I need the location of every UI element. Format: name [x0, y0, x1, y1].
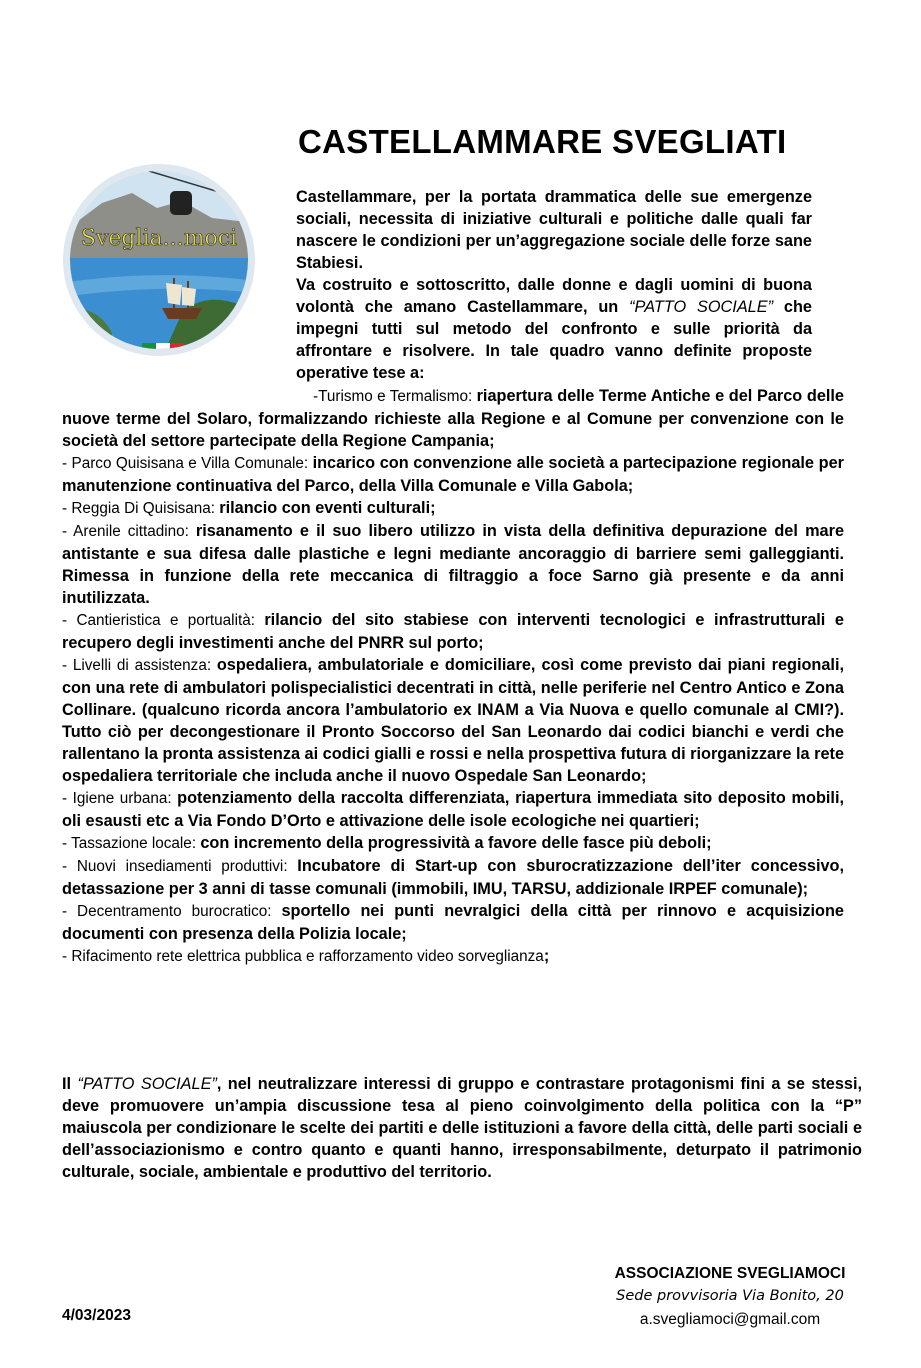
intro-text	[296, 186, 812, 384]
association-address: Sede provvisoria Via Bonito, 20	[616, 1288, 844, 1304]
list-item: - Cantieristica e portualità: rilancio del sito stabiese con interventi tecnologici e infrastrutturali e recupero degli investimenti anche del PNRR sul porto;	[62, 611, 844, 652]
logo-text: Sveglia...moci	[80, 226, 238, 251]
proposal-list	[62, 385, 844, 968]
list-item: - Reggia Di Quisisana: rilancio con eventi culturali;	[62, 499, 436, 517]
closing-paragraph: Il “PATTO SOCIALE”, nel neutralizzare interessi di gruppo e contrastare protagonismi fini a se stessi, deve promuovere un’ampia discussione tesa al pieno coinvolgimento della politica con la “P” maiuscola per condizionare le scelte dei partiti e delle istituzioni a favore della città, delle parti sociali e dell’associazionismo e contro quanto e quanti hanno, irresponsabilmente, deturpato il patrimonio culturale, sociale, ambientale e produttivo del territorio.	[62, 1075, 863, 1181]
list-item: - Decentramento burocratico: sportello nei punti nevralgici della città per rinnovo e acquisizione documenti con presenza della Polizia locale;	[62, 902, 844, 943]
list-item: -Turismo e Termalismo: riapertura delle Terme Antiche e del Parco delle nuove terme del Solaro, formalizzando richieste alla Regione e al Comune per convenzione con le società del settore partecipate della Regione Campania;	[62, 387, 844, 450]
cable-car-icon	[170, 191, 192, 215]
list-item: - Parco Quisisana e Villa Comunale: incarico con convenzione alle società a partecipazione regionale per manutenzione continuativa del Parco, della Villa Comunale e Villa Gabola;	[62, 454, 844, 495]
association-email: a.svegliamoci@gmail.com	[639, 1311, 821, 1328]
association-name: ASSOCIAZIONE SVEGLIAMOCI	[614, 1265, 846, 1282]
page-title: CASTELLAMMARE SVEGLIATI	[298, 123, 787, 160]
list-item: - Nuovi insediamenti produttivi: Incubatore di Start-up con sburocratizzazione dell’iter concessivo, detassazione per 3 anni di tasse comunali (immobili, IMU, TARSU, addizionale IRPEF comunale);	[62, 857, 844, 898]
intro-paragraph-1: Castellammare, per la portata drammatica delle sue emergenze sociali, necessita di iniziative culturali e politiche dalle quali far nascere le condizioni per un’aggregazione sociale delle forze sane Stabiesi.	[296, 188, 812, 272]
list-item: - Arenile cittadino: risanamento e il suo libero utilizzo in vista della definitiva depurazione del mare antistante e sua difesa dalle plastiche e legni mediante ancoraggio di barriere semi galleggianti. Rimessa in funzione della rete meccanica di filtraggio a foce Sarno già presente e da anni inutilizzata.	[62, 522, 845, 607]
association-logo	[62, 163, 256, 357]
list-item: - Rifacimento rete elettrica pubblica e rafforzamento video sorveglianza;	[62, 947, 550, 965]
signature-block	[560, 1262, 900, 1331]
intro-paragraph-2: Va costruito e sottoscritto, dalle donne e dagli uomini di buona volontà che amano Castellammare, un “PATTO SOCIALE” che impegni tutti sul metodo del confronto e sulle priorità da affrontare e risolvere. In tale quadro vanno definite proposte operative tese a:	[296, 276, 812, 382]
list-item: - Livelli di assistenza: ospedaliera, ambulatoriale e domiciliare, così come previsto dai piani regionali, con una rete di ambulatori polispecialistici decentrati in città, nelle periferie nel Centro Antico e Zona Collinare. (qualcuno ricorda ancora l’ambulatorio ex INAM a Via Nuova e quello comunale al CMI?). Tutto ciò per decongestionare il Pronto Soccorso del San Leonardo dai codici bianchi e verdi che rallentano la pronta assistenza ai codici gialli e rossi e nella prospettiva futura di riorganizzare la rete ospedaliera territoriale che includa anche il nuovo Ospedale San Leonardo;	[62, 656, 844, 785]
list-item: - Tassazione locale: con incremento della progressività a favore delle fasce più deboli;	[62, 834, 712, 852]
list-item: - Igiene urbana: potenziamento della raccolta differenziata, riapertura immediata sito deposito mobili, oli esausti etc a Via Fondo D’Orto e attivazione delle isole ecologiche nei quartieri;	[62, 789, 844, 830]
document-date: 4/03/2023	[62, 1307, 131, 1324]
